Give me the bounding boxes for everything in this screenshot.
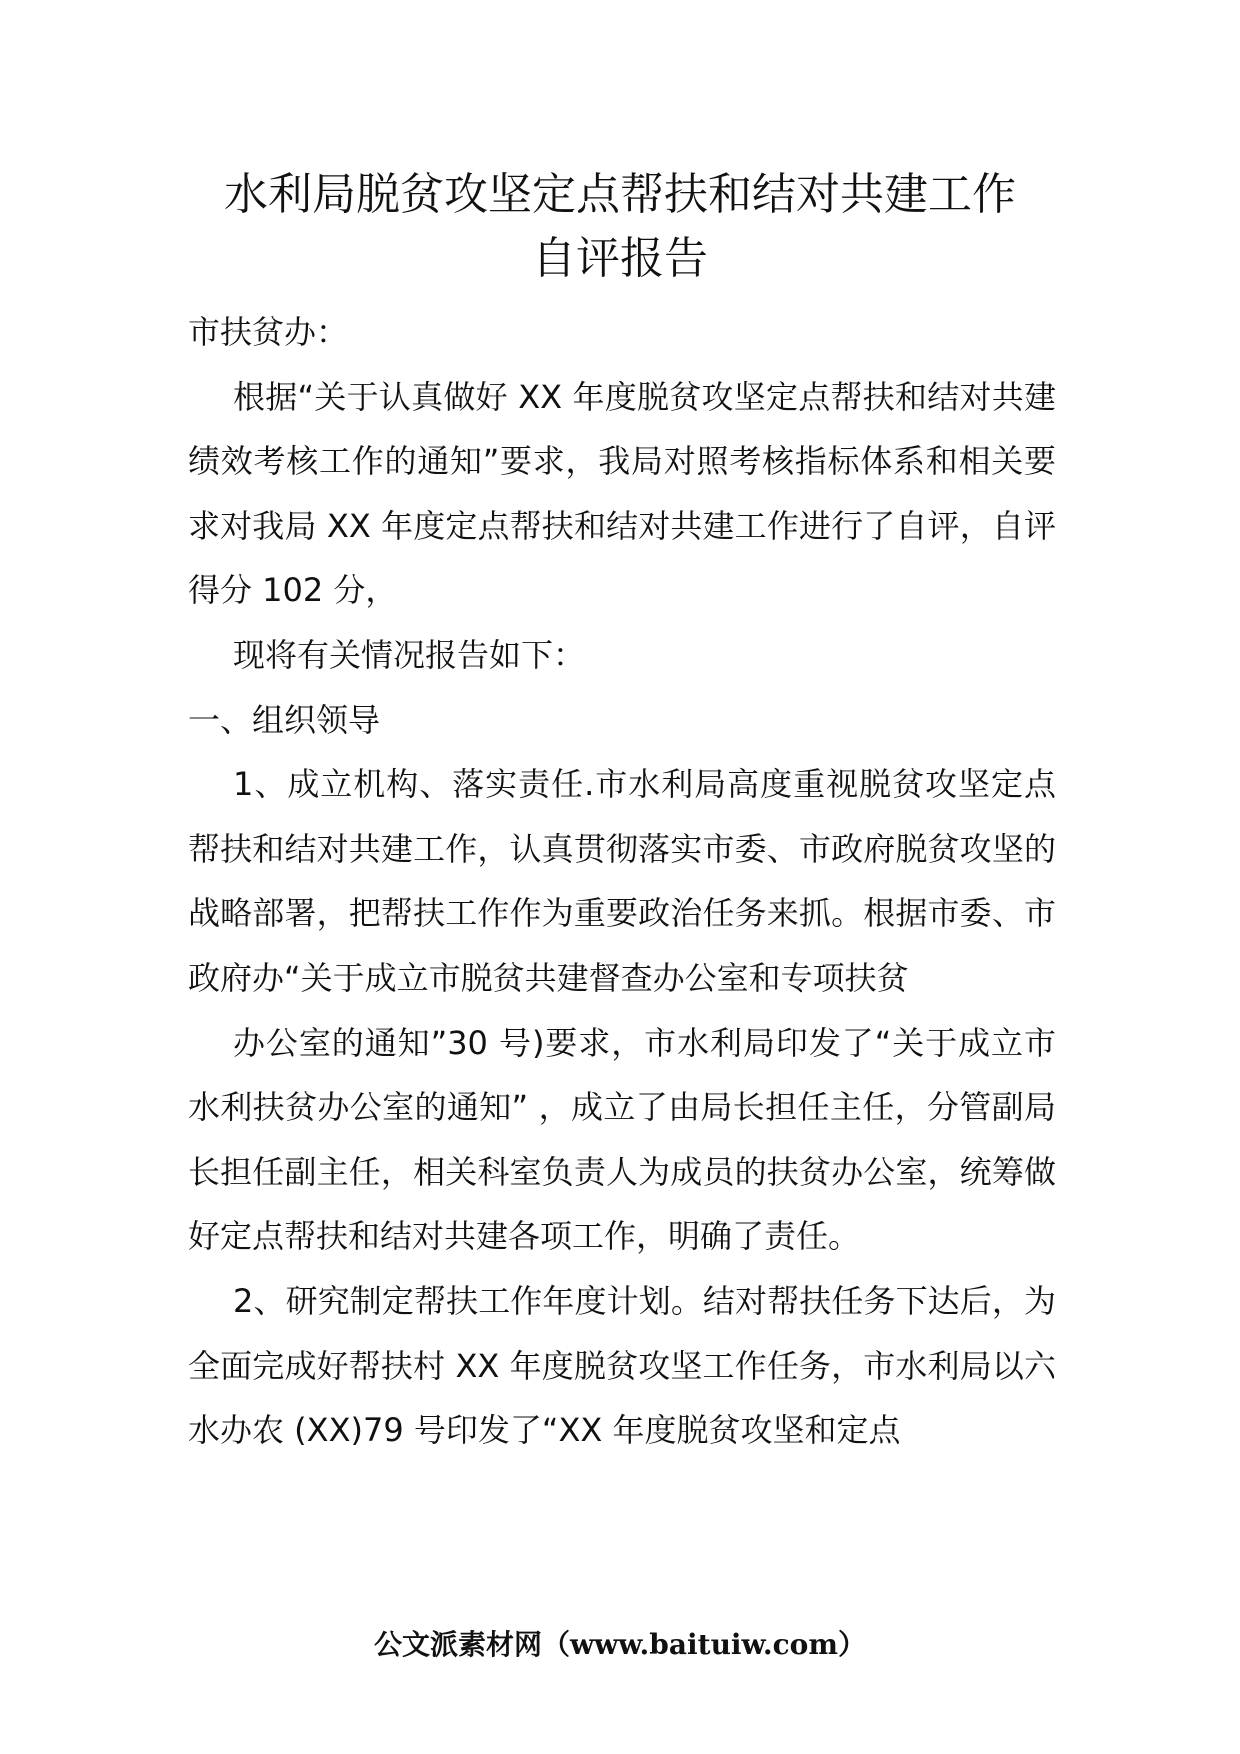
section-heading-organization: 一、组织领导 [188, 700, 381, 739]
salutation: 市扶贫办： [188, 313, 349, 351]
document-title-line-2: 自评报告 [532, 233, 708, 284]
intro-paragraph: 根据“关于认真做好 XX 年度脱贫攻坚定点帮扶和结对共建绩效考核工作的通知”要求，我局对照考核指标体系和相关要求对我局 XX 年度定点帮扶和结对共建工作进行了自评，自评得分 102 分， [188, 377, 1056, 610]
document-title-line-1: 水利局脱贫攻坚定点帮扶和结对共建工作 [224, 169, 1016, 220]
paragraph-item-2: 2、研究制定帮扶工作年度计划。结对帮扶任务下达后，为全面完成好帮扶村 XX 年度脱贫攻坚工作任务，市水利局以六水办农 (XX)79 号印发了“XX 年度脱贫攻坚和定点 [188, 1281, 1056, 1450]
footer-watermark: 公文派素材网（www.baituiw.com） [374, 1628, 866, 1661]
paragraph-item-1-continued: 办公室的通知”30 号)要求，市水利局印发了“关于成立市水利扶贫办公室的通知” ，成立了由局长担任主任，分管副局长担任副主任，相关科室负责人为成员的扶贫办公室，统筹做好定点帮扶和结对共建各项工作，明确了责任。 [188, 1023, 1056, 1256]
paragraph-item-1: 1、成立机构、落实责任.市水利局高度重视脱贫攻坚定点帮扶和结对共建工作，认真贯彻落实市委、市政府脱贫攻坚的战略部署，把帮扶工作作为重要政治任务来抓。根据市委、市政府办“关于成立市脱贫共建督查办公室和专项扶贫 [188, 765, 1056, 997]
report-lead-paragraph: 现将有关情况报告如下： [233, 635, 586, 674]
document-body [188, 300, 1056, 1463]
